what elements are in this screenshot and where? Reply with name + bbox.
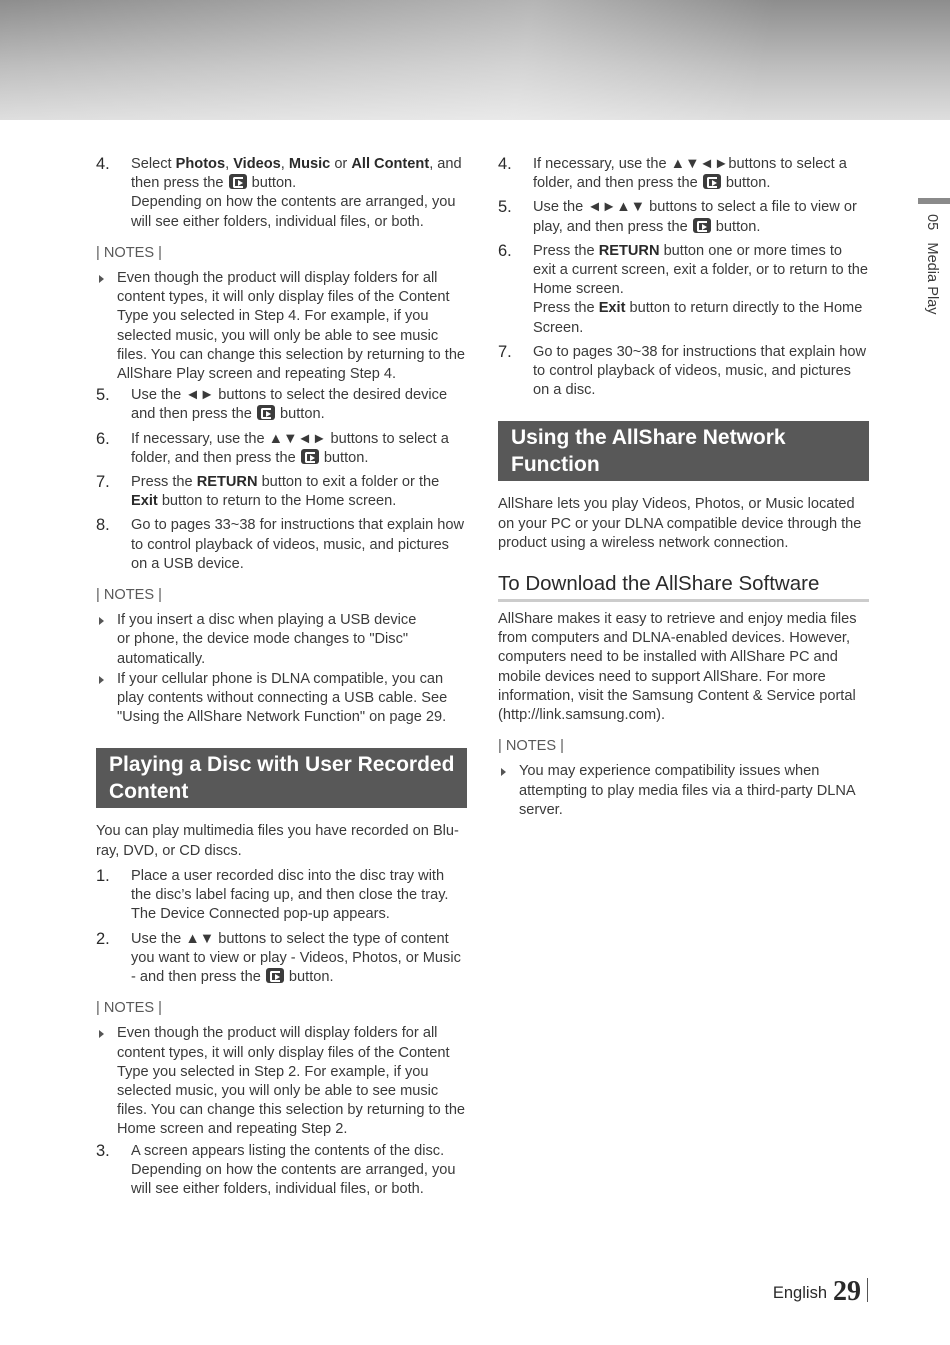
- text: Select: [131, 156, 176, 172]
- enter-button-icon: [229, 174, 247, 189]
- heading-line: Using the AllShare Network: [511, 426, 786, 450]
- note-line: attempting to play media files via a third-party DLNA: [519, 782, 856, 799]
- notes-heading: | NOTES |: [96, 1000, 162, 1017]
- step-number: 6.: [96, 429, 110, 448]
- right-column: [498, 155, 869, 821]
- enter-button-icon: [266, 968, 284, 983]
- bold-text: All Content: [351, 156, 430, 172]
- page-footer: [773, 1278, 868, 1306]
- note-item: [96, 611, 467, 669]
- para-line: computers need to be installed with AllShare PC and: [498, 649, 838, 666]
- step-line: [533, 299, 869, 318]
- enter-button-icon: [693, 218, 711, 233]
- note-line: selected music, you will only be able to see music: [117, 1082, 439, 1099]
- note-line: "Using the AllShare Network Function" on page 29.: [117, 709, 447, 726]
- step-line: on a USB device.: [131, 555, 244, 572]
- para-line: You can play multimedia files you have recorded on Blu-: [96, 823, 459, 840]
- para-line: on your PC or your DLNA compatible device through the: [498, 515, 862, 532]
- text: Press the: [131, 474, 197, 491]
- note-item: [96, 269, 467, 384]
- step-line: Screen.: [533, 319, 584, 336]
- note-item: [96, 670, 467, 728]
- step-line: you want to view or play - Videos, Photos, or Music: [131, 949, 461, 966]
- text: Press the: [533, 300, 599, 317]
- note-line: Type you selected in Step 4. For example, if you: [117, 308, 429, 325]
- note-line: play contents without connecting a USB cable. See: [117, 690, 448, 707]
- step-line: to control playback of videos, music, and pictures: [533, 363, 851, 380]
- intro-paragraph: [498, 495, 869, 553]
- text: button.: [711, 218, 761, 235]
- note-line: Even though the product will display folders for all: [117, 1025, 438, 1042]
- notes-heading: | NOTES |: [96, 587, 162, 604]
- step-line: [533, 174, 869, 193]
- step-line: Depending on how the contents are arranged, you: [131, 1161, 456, 1178]
- step-number: 7.: [96, 473, 110, 492]
- bold-text: Videos: [233, 156, 281, 172]
- heading-line: Playing a Disc with User Recorded: [109, 753, 455, 777]
- disc-step-3: [96, 1142, 467, 1200]
- enter-button-icon: [257, 405, 275, 420]
- note-line: content types, it will only display files of the Content: [117, 289, 450, 306]
- note-line: or phone, the device mode changes to "Disc": [117, 631, 409, 648]
- bullet-triangle-icon: [99, 275, 104, 283]
- para-line: ray, DVD, or CD discs.: [96, 842, 242, 859]
- note-line: files. You can change this selection by returning to the: [117, 346, 466, 363]
- section-heading: [96, 748, 467, 808]
- bold-text: Exit: [598, 300, 626, 317]
- disc-step-1: [96, 867, 467, 925]
- bold-text: Photos: [175, 156, 226, 172]
- step-line: will see either folders, individual files, or both.: [131, 1180, 424, 1197]
- left-column: [96, 155, 467, 1204]
- step-4: [498, 155, 869, 193]
- step-line: Use the ◄►▲▼ buttons to select a file to view or: [533, 199, 857, 216]
- chapter-number: 05: [924, 214, 941, 231]
- step-number: 8.: [96, 516, 110, 535]
- subsection-heading: To Download the AllShare Software: [498, 571, 869, 602]
- notes-heading: | NOTES |: [498, 738, 564, 755]
- step-line: will see either folders, individual files, or both.: [131, 213, 424, 230]
- text: ,: [225, 156, 234, 172]
- note-line: Home screen and repeating Step 2.: [117, 1121, 348, 1138]
- bold-text: Music: [288, 156, 331, 172]
- notes-heading: | NOTES |: [96, 244, 162, 261]
- text: button.: [721, 175, 771, 192]
- step-line: Home screen.: [533, 281, 624, 298]
- text: folder, and then press the: [131, 449, 300, 466]
- text: button to exit a folder or the: [257, 474, 440, 491]
- chapter-tab: [918, 198, 950, 384]
- step-number: 5.: [96, 386, 110, 405]
- text: button.: [275, 406, 325, 423]
- para-line: AllShare makes it easy to retrieve and enjoy media files: [498, 611, 857, 628]
- text: , and: [429, 156, 462, 172]
- page-number: 29: [833, 1276, 861, 1307]
- intro-paragraph: [96, 822, 467, 860]
- note-item: [498, 762, 869, 820]
- step-number: 3.: [96, 1141, 110, 1160]
- step-5: [96, 386, 467, 424]
- heading-line: Function: [511, 453, 600, 477]
- bullet-triangle-icon: [99, 1030, 104, 1038]
- enter-button-icon: [703, 174, 721, 189]
- heading-line: Content: [109, 780, 189, 804]
- step-6: [498, 242, 869, 338]
- step-number: 1.: [96, 866, 110, 885]
- chapter-title: Media Play: [924, 242, 941, 315]
- text: play, and then press the: [533, 218, 692, 235]
- step-number: 4.: [498, 155, 512, 173]
- step-line: [131, 174, 467, 193]
- para-line: mobile devices need to support AllShare. For more: [498, 668, 826, 685]
- bold-text: RETURN: [598, 242, 660, 259]
- note-line: AllShare Play screen and repeating Step 4.: [117, 366, 397, 383]
- step-number: 7.: [498, 342, 512, 361]
- step-line: Depending on how the contents are arranged, you: [131, 194, 456, 211]
- note-line: files. You can change this selection by returning to the: [117, 1102, 466, 1119]
- text: - and then press the: [131, 968, 265, 985]
- text: button.: [319, 449, 369, 466]
- bullet-triangle-icon: [99, 676, 104, 684]
- text: button to return directly to the Home: [625, 300, 863, 317]
- bullet-triangle-icon: [501, 768, 506, 776]
- para-line: AllShare lets you play Videos, Photos, or Music located: [498, 496, 855, 513]
- note-line: selected music, you will only be able to see music: [117, 327, 439, 344]
- disc-step-2: [96, 930, 467, 988]
- section-heading: [498, 421, 869, 481]
- step-number: 6.: [498, 241, 512, 260]
- text: button.: [247, 175, 297, 192]
- step-line: [131, 492, 467, 511]
- step-line: The Device Connected pop-up appears.: [131, 906, 390, 923]
- enter-button-icon: [301, 449, 319, 464]
- step-5: [498, 198, 869, 236]
- chapter-tab-label: [922, 214, 941, 315]
- text: button.: [284, 968, 334, 985]
- step-number: 5.: [498, 198, 512, 217]
- footer-language: English: [772, 1284, 827, 1302]
- step-line: [533, 242, 869, 261]
- step-line: A screen appears listing the contents of the disc.: [131, 1142, 445, 1159]
- step-line: to control playback of videos, music, and pictures: [131, 536, 449, 553]
- step-line: Use the ▲▼ buttons to select the type of content: [131, 930, 449, 947]
- step-line: the disc’s label facing up, and then close the tray.: [131, 887, 449, 904]
- step-line: [131, 155, 467, 174]
- header-banner: [0, 0, 950, 120]
- step-line: Use the ◄► buttons to select the desired device: [131, 387, 448, 404]
- body-paragraph: [498, 610, 869, 725]
- note-line: server.: [519, 801, 563, 818]
- text: Press the: [533, 242, 599, 259]
- step-line: [533, 218, 869, 237]
- note-item: [96, 1024, 467, 1139]
- para-line: from computers and DLNA-enabled devices. However,: [498, 630, 851, 647]
- step-line: [131, 405, 467, 424]
- step-line: on a disc.: [533, 382, 596, 399]
- note-line: If your cellular phone is DLNA compatible, you can: [117, 670, 444, 687]
- note-line: Even though the product will display folders for all: [117, 270, 438, 287]
- note-line: You may experience compatibility issues when: [519, 763, 820, 780]
- step-line: [131, 473, 467, 492]
- step-line: Go to pages 30~38 for instructions that explain how: [533, 343, 867, 360]
- step-8: [96, 516, 467, 574]
- step-number: 4.: [96, 155, 110, 173]
- step-line: exit a current screen, exit a folder, or to return to the: [533, 262, 869, 279]
- step-line: Place a user recorded disc into the disc tray with: [131, 867, 445, 884]
- note-line: Type you selected in Step 2. For example, if you: [117, 1063, 429, 1080]
- para-line: product using a wireless network connection.: [498, 534, 789, 551]
- step-line: [131, 968, 467, 987]
- note-line: content types, it will only display files of the Content: [117, 1044, 450, 1061]
- step-6: [96, 430, 467, 468]
- footer-divider: [867, 1278, 868, 1302]
- step-7: [498, 343, 869, 401]
- para-line: (http://link.samsung.com).: [498, 707, 666, 724]
- step-line: [131, 449, 467, 468]
- text: ,: [280, 156, 289, 172]
- text: or: [330, 156, 352, 172]
- bullet-triangle-icon: [99, 617, 104, 625]
- text: button to return to the Home screen.: [157, 493, 397, 510]
- step-4: [96, 155, 467, 232]
- step-number: 2.: [96, 929, 110, 948]
- text: and then press the: [131, 406, 256, 423]
- bold-text: RETURN: [196, 474, 258, 491]
- text: folder, and then press the: [533, 175, 702, 192]
- text: button one or more times to: [659, 242, 843, 259]
- note-line: automatically.: [117, 650, 206, 667]
- step-line: If necessary, use the ▲▼◄► buttons to select a: [131, 430, 449, 447]
- note-line: If you insert a disc when playing a USB device: [117, 612, 417, 629]
- step-line: If necessary, use the ▲▼◄►buttons to select a: [533, 156, 847, 172]
- step-line: Go to pages 33~38 for instructions that explain how: [131, 517, 465, 534]
- para-line: information, visit the Samsung Content & Service portal: [498, 687, 856, 704]
- bold-text: Exit: [131, 493, 158, 510]
- step-7: [96, 473, 467, 511]
- text: then press the: [131, 175, 228, 192]
